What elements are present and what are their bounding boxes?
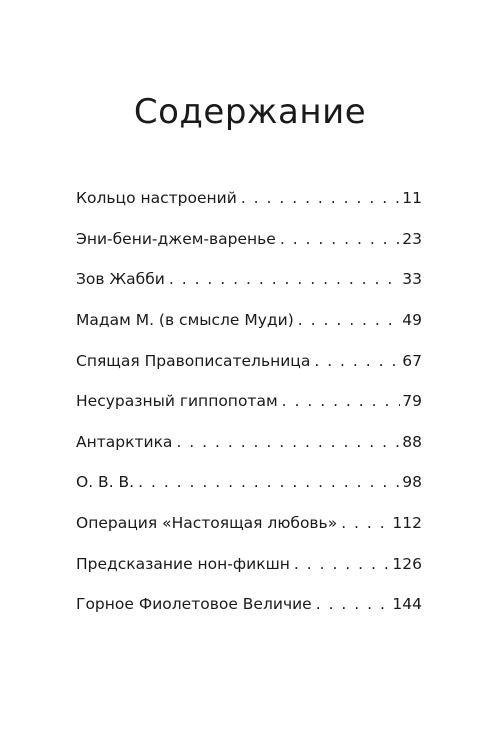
toc-entry-page: 144: [392, 595, 422, 614]
dot-leader: [280, 230, 400, 248]
toc-entry-page: 112: [392, 514, 422, 533]
toc-entry[interactable]: [76, 219, 422, 260]
toc-entry[interactable]: [76, 543, 422, 584]
toc-entry-title: Кольцо настроений: [76, 189, 237, 208]
toc-entry-page: 49: [402, 311, 422, 330]
toc-entry-page: 126: [392, 554, 422, 573]
toc-entry-title: Операция «Настоящая любовь»: [76, 514, 338, 533]
toc-entry[interactable]: [76, 462, 422, 503]
dot-leader: [138, 473, 400, 491]
toc-entry-title: Несуразный гиппопотам: [76, 392, 278, 411]
toc-entry-page: 33: [402, 270, 422, 289]
toc-entry-title: Эни-бени-джем-варенье: [76, 229, 276, 248]
toc-entry[interactable]: [76, 340, 422, 381]
toc-entry-page: 67: [402, 351, 422, 370]
toc-entry-title: Антарктика: [76, 432, 173, 451]
toc-entry[interactable]: [76, 503, 422, 544]
dot-leader: [294, 555, 391, 573]
toc-entry-page: 11: [402, 189, 422, 208]
toc-entry-page: 79: [402, 392, 422, 411]
toc-entry-title: Предсказание нон-фикшн: [76, 554, 290, 573]
toc-entry-page: 98: [402, 473, 422, 492]
toc-entry[interactable]: [76, 584, 422, 625]
dot-leader: [169, 270, 400, 288]
toc-entry-title: Горное Фиолетовое Величие: [76, 595, 312, 614]
table-of-contents: [76, 178, 422, 625]
toc-entry-title: Зов Жабби: [76, 270, 165, 289]
toc-entry-title: Мадам М. (в смысле Муди): [76, 311, 294, 330]
dot-leader: [316, 595, 391, 613]
toc-entry-page: 88: [402, 432, 422, 451]
toc-entry[interactable]: [76, 300, 422, 341]
dot-leader: [314, 352, 400, 370]
dot-leader: [282, 392, 401, 410]
toc-entry[interactable]: [76, 259, 422, 300]
toc-entry-title: О. В. В.: [76, 473, 135, 492]
dot-leader: [241, 189, 400, 207]
dot-leader: [341, 514, 390, 532]
toc-entry-page: 23: [402, 229, 422, 248]
toc-entry[interactable]: [76, 381, 422, 422]
page-title: Содержание: [133, 92, 367, 132]
dot-leader: [176, 433, 400, 451]
toc-entry-title: Спящая Правописательница: [76, 351, 311, 370]
toc-entry[interactable]: [76, 178, 422, 219]
dot-leader: [298, 311, 400, 329]
toc-entry[interactable]: [76, 422, 422, 463]
